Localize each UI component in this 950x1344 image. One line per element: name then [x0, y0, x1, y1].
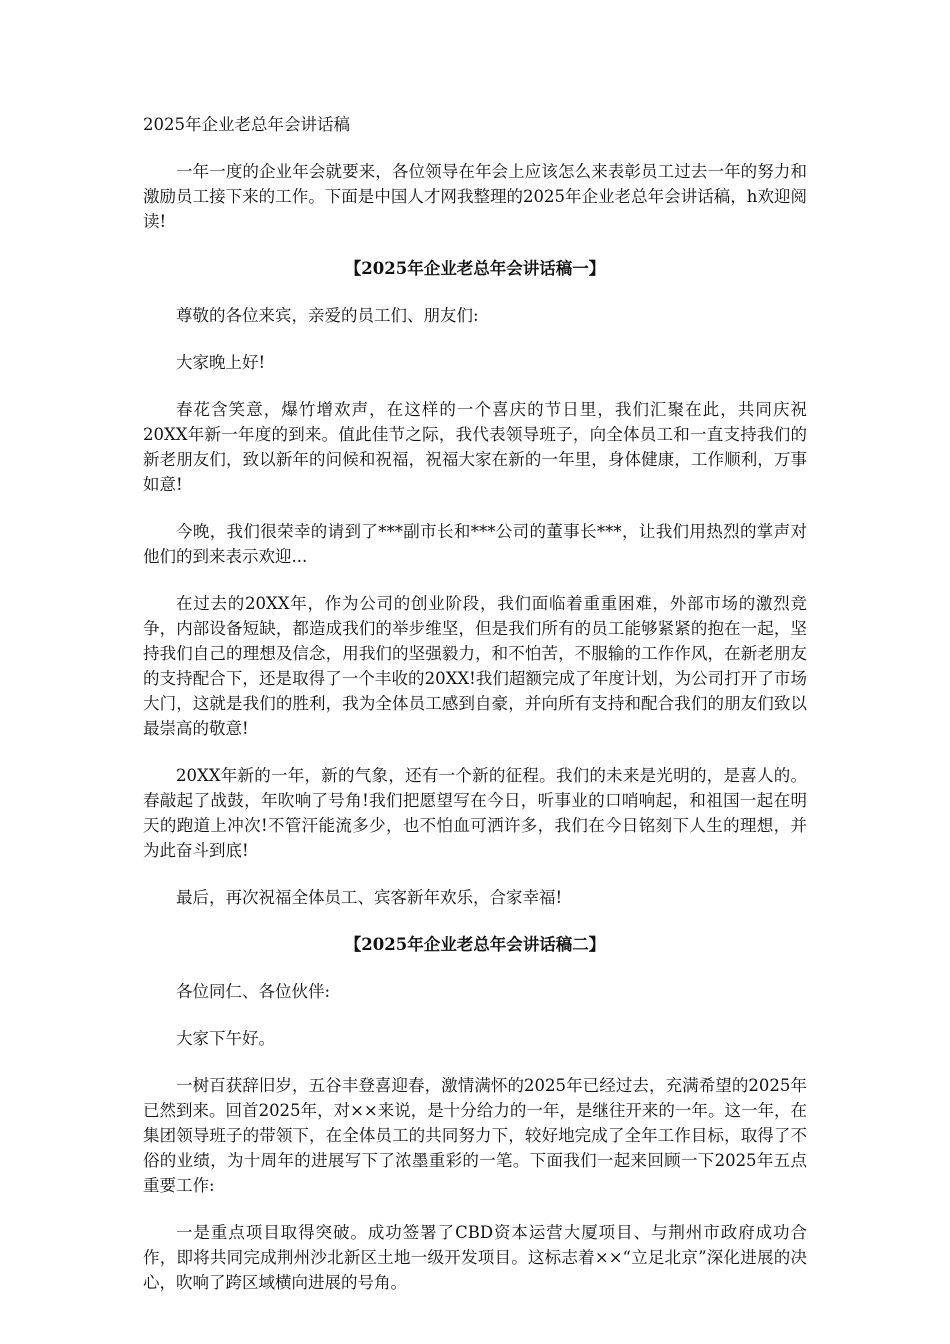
- body-paragraph: 今晚，我们很荣幸的请到了***副市长和***公司的董事长***，让我们用热烈的掌声对他们的到来表示欢迎...: [143, 522, 807, 566]
- section-heading-2: 【2025年企业老总年会讲话稿二】: [344, 935, 606, 954]
- intro-paragraph: 一年一度的企业年会就要来，各位领导在年会上应该怎么来表彰员工过去一年的努力和激励员工接下来的工作。下面是中国人才网我整理的2025年企业老总年会讲话稿，h欢迎阅读!: [143, 162, 807, 231]
- document-page: [143, 112, 807, 1317]
- greeting-paragraph: 各位同仁、各位伙伴:: [176, 982, 331, 1001]
- body-paragraph: 20XX年新的一年，新的气象，还有一个新的征程。我们的未来是光明的，是喜人的。春敲起了战鼓，年吹响了号角!我们把愿望写在今日，听事业的口哨响起，和祖国一起在明天的跑道上冲次!不管汗能流多少，也不怕血可洒许多，我们在今日铭刻下人生的理想，并为此奋斗到底!: [143, 766, 807, 860]
- greeting-paragraph: 尊敬的各位来宾，亲爱的员工们、朋友们:: [176, 306, 479, 325]
- salutation-paragraph: 大家晚上好!: [176, 353, 266, 372]
- body-paragraph: 一树百获辞旧岁，五谷丰登喜迎春，激情满怀的2025年已经过去，充满希望的2025年已然到来。回首2025年，对××来说，是十分给力的一年，是继往开来的一年。这一年，在集团领导班子的带领下，在全体员工的共同努力下，较好地完成了全年工作目标，取得了不俗的业绩，为十周年的进展写下了浓墨重彩的一笔。下面我们一起来回顾一下2025年五点重要工作:: [143, 1076, 807, 1195]
- section-heading-1: 【2025年企业老总年会讲话稿一】: [344, 259, 606, 278]
- body-paragraph: 在过去的20XX年，作为公司的创业阶段，我们面临着重重困难，外部市场的激烈竞争，内部设备短缺，都造成我们的举步维坚，但是我们所有的员工能够紧紧的抱在一起，坚持我们自己的理想及信念，用我们的坚强毅力，和不怕苦，不服输的工作作风，在新老朋友的支持配合下，还是取得了一个丰收的20XX!我们超额完成了年度计划，为公司打开了市场大门，这就是我们的胜利，我为全体员工感到自豪，并向所有支持和配合我们的朋友们致以最崇高的敬意!: [143, 594, 807, 738]
- salutation-paragraph: 大家下午好。: [176, 1029, 275, 1048]
- closing-paragraph: 最后，再次祝福全体员工、宾客新年欢乐，合家幸福!: [176, 888, 563, 907]
- document-title: 2025年企业老总年会讲话稿: [143, 115, 350, 134]
- body-paragraph: 一是重点项目取得突破。成功签署了CBD资本运营大厦项目、与荆州市政府成功合作，即将共同完成荆州沙北新区土地一级开发项目。这标志着××“立足北京”深化进展的决心，吹响了跨区域横向进展的号角。: [143, 1223, 807, 1292]
- body-paragraph: 春花含笑意，爆竹增欢声，在这样的一个喜庆的节日里，我们汇聚在此，共同庆祝20XX年新一年度的到来。值此佳节之际，我代表领导班子，向全体员工和一直支持我们的新老朋友们，致以新年的问候和祝福，祝福大家在新的一年里，身体健康，工作顺利，万事如意!: [143, 400, 807, 494]
